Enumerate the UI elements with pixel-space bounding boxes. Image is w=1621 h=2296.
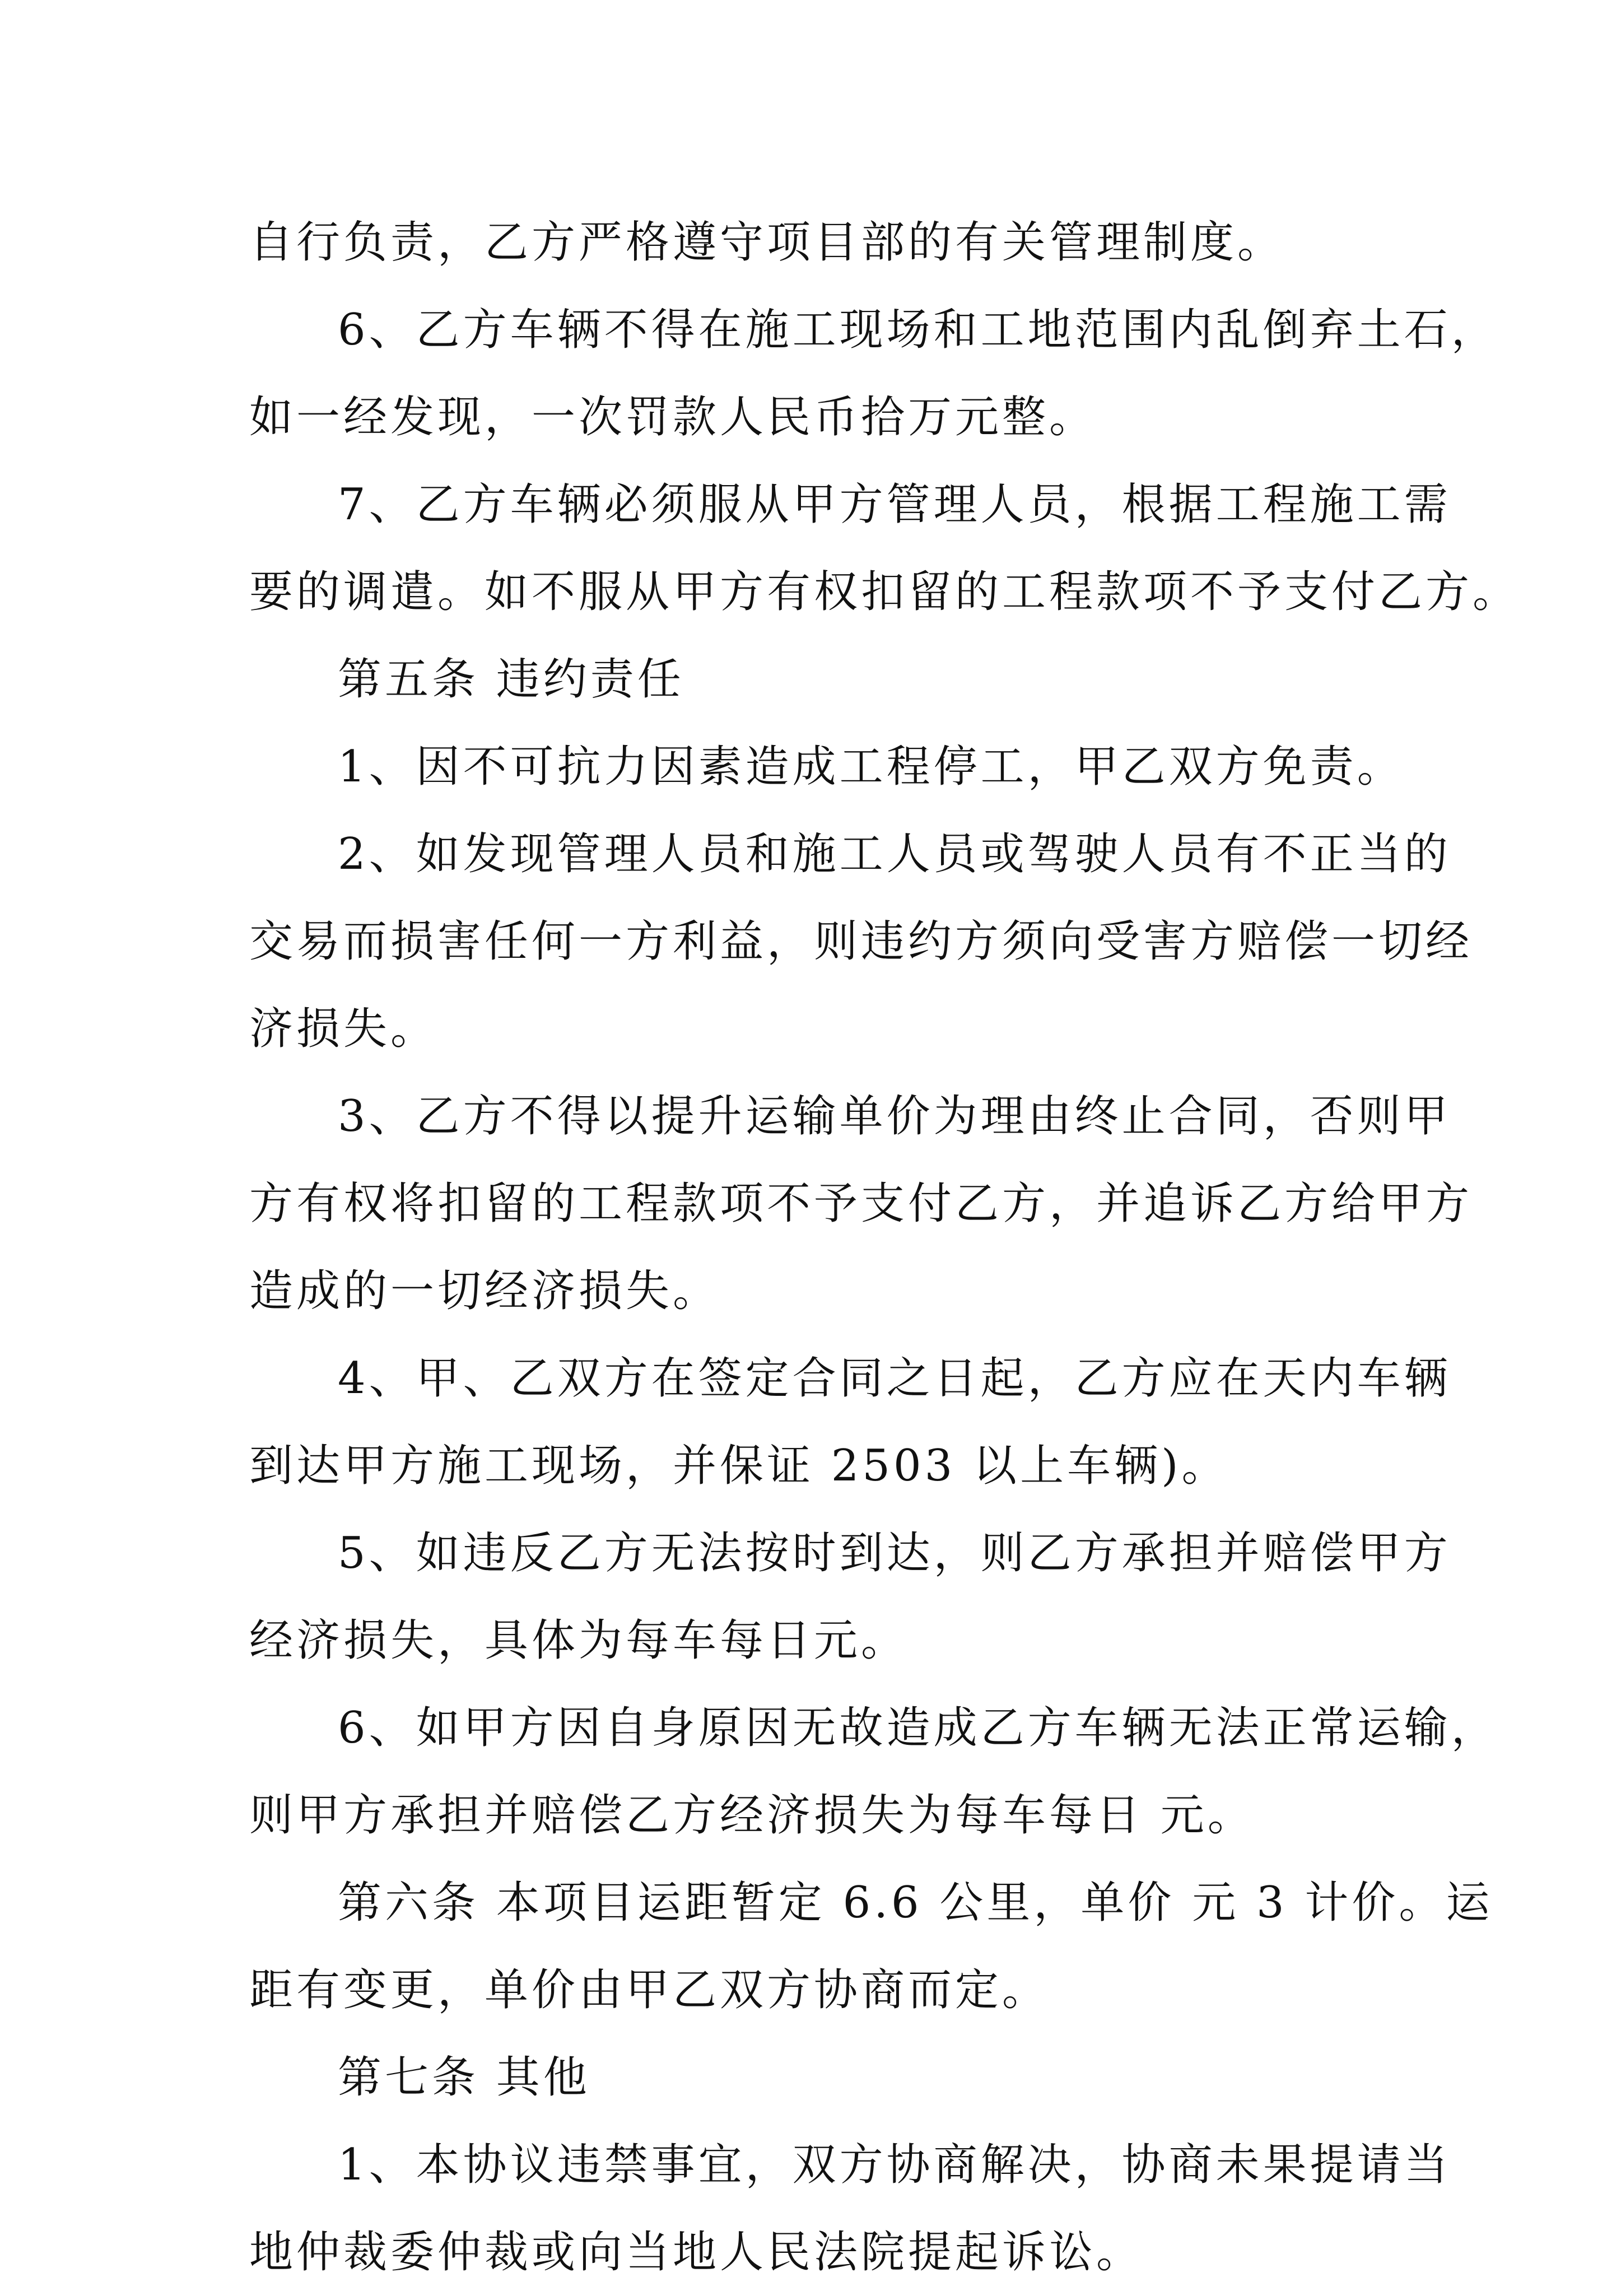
text-line: 6、乙方车辆不得在施工现场和工地范围内乱倒弃土石， [338,305,1498,355]
text-line: 4、甲、乙双方在签定合同之日起，乙方应在天内车辆 [338,1353,1451,1404]
text-line: 7、乙方车辆必须服从甲方管理人员，根据工程施工需 [338,479,1451,530]
text-line: 造成的一切经济损失。 [249,1266,720,1316]
text-line: 1、本协议违禁事宜，双方协商解决，协商未果提请当 [338,2140,1451,2190]
section-heading: 第七条 其他 [338,2052,590,2103]
text-line: 交易而损害任何一方利益，则违约方须向受害方赔偿一切经 [249,916,1473,967]
text-line: 济损失。 [249,1004,438,1054]
document-body [249,199,1520,2296]
text-line: 距有变更，单价由甲乙双方协商而定。 [249,1965,1050,2015]
text-line: 3、乙方不得以提升运输单价为理由终止合同，否则甲 [338,1091,1451,1142]
text-line: 如一经发现，一次罚款人民币拾万元整。 [249,392,1097,443]
text-line: 到达甲方施工现场，并保证 2503 以上车辆)。 [249,1441,1229,1491]
text-line: 地仲裁委仲裁或向当地人民法院提起诉讼。 [249,2227,1144,2278]
text-line: 自行负责，乙方严格遵守项目部的有关管理制度。 [249,217,1285,268]
text-line: 方有权将扣留的工程款项不予支付乙方，并追诉乙方给甲方 [249,1179,1473,1229]
text-line: 则甲方承担并赔偿乙方经济损失为每车每日 元。 [249,1790,1255,1841]
text-line: 1、因不可抗力因素造成工程停工，甲乙双方免责。 [338,742,1404,792]
section-heading: 第六条 本项目运距暂定 6.6 公里，单价 元 3 计价。运 [338,1878,1493,1928]
text-line: 经济损失，具体为每车每日元。 [249,1615,909,1666]
section-heading: 第五条 违约责任 [338,654,684,705]
text-line: 要的调遣。如不服从甲方有权扣留的工程款项不予支付乙方。 [249,567,1520,617]
text-line: 2、如发现管理人员和施工人员或驾驶人员有不正当的 [338,829,1451,879]
text-line: 5、如违反乙方无法按时到达，则乙方承担并赔偿甲方 [338,1528,1451,1578]
text-line: 6、如甲方因自身原因无故造成乙方车辆无法正常运输， [338,1703,1498,1753]
